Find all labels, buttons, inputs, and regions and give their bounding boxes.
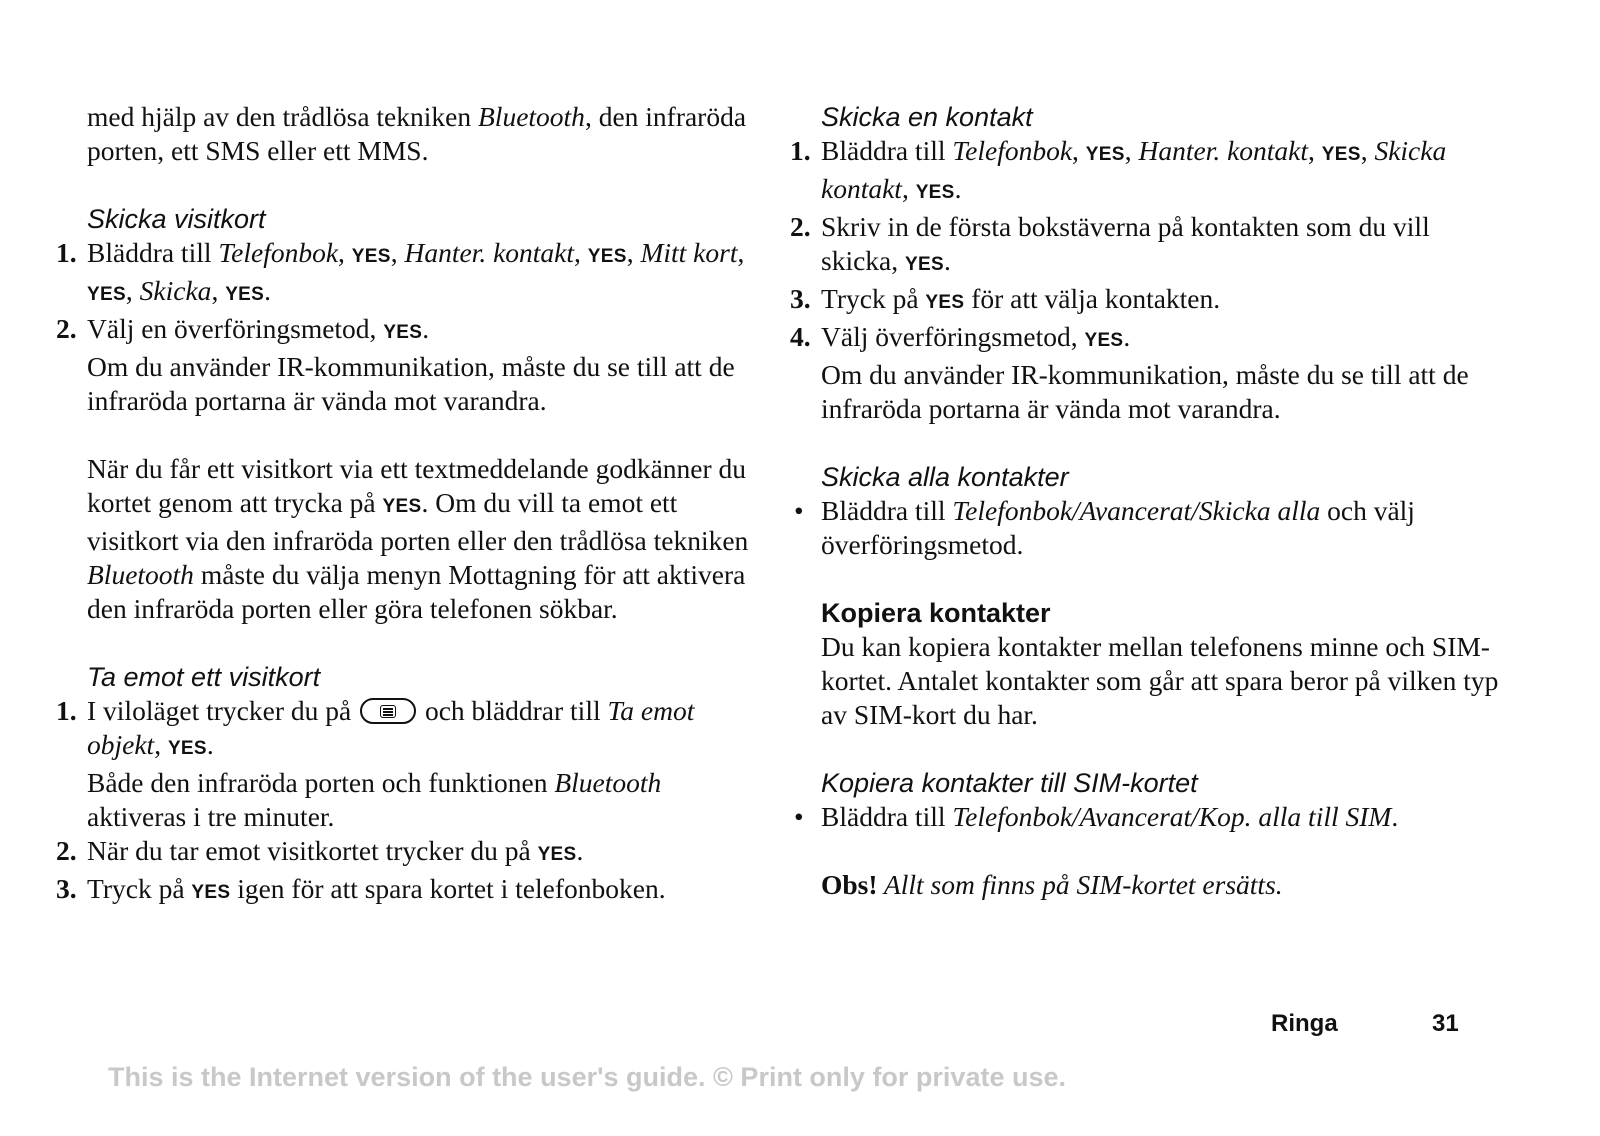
page-number: 31 — [1432, 1010, 1459, 1037]
copy-contacts-heading: Kopiera kontakter — [821, 598, 1051, 628]
send-all-bullet-item: • Bläddra till Telefonbok/Avancerat/Skicka alla och välj överföringsmetod. — [794, 495, 1415, 560]
intro-paragraph: med hjälp av den trådlösa tekniken Bluetooth, den infraröda porten, ett SMS eller ett MMS. — [87, 101, 747, 166]
receive-card-step-2: 2. När du tar emot visitkortet trycker du på YES. — [56, 835, 584, 866]
copy-contacts-paragraph: Du kan kopiera kontakter mellan telefonens minne och SIM-kortet. Antalet kontakter som går att spara beror på vilken typ av SIM-kort du har. — [821, 631, 1499, 730]
send-contact-heading: Skicka en kontakt — [821, 102, 1033, 132]
right-column — [790, 100, 1510, 902]
send-contact-step-2: 2. Skriv in de första bokstäverna på kontakten som du vill skicka, YES. — [790, 211, 1430, 276]
send-contact-step-4: 4. Välj överföringsmetod, YES. Om du använder IR-kommunikation, måste du se till att de infraröda portarna är vända mot varandra. — [790, 321, 1469, 424]
watermark-text: This is the Internet version of the user's guide. © Print only for private use. — [108, 1062, 1066, 1092]
send-card-heading: Skicka visitkort — [87, 204, 266, 234]
send-contact-step-3: 3. Tryck på YES för att välja kontakten. — [790, 283, 1221, 314]
copy-to-sim-heading: Kopiera kontakter till SIM-kortet — [821, 768, 1198, 798]
send-contact-step-1: 1. Bläddra till Telefonbok, YES, Hanter. kontakt, YES, Skicka kontakt, YES. — [790, 135, 1447, 204]
send-card-step-2: 2. Välj en överföringsmetod, YES. Om du använder IR-kommunikation, måste du se till att de infraröda portarna är vända mot varandra. — [56, 313, 735, 416]
receive-info-paragraph: När du får ett visitkort via ett textmeddelande godkänner du kortet genom att trycka på YES. Om du vill ta emot ett visitkort via den infraröda porten eller den trådlösa tekniken Bluetooth måste du välja menyn Mottagning för att aktivera den infraröda porten eller göra telefonen sökbar. — [87, 453, 749, 624]
footer-section-title: Ringa — [1271, 1010, 1338, 1037]
note-paragraph: Obs! Allt som finns på SIM-kortet ersätts. — [821, 869, 1283, 900]
receive-card-step-3: 3. Tryck på YES igen för att spara kortet i telefonboken. — [56, 873, 666, 904]
send-card-step-1: 1. Bläddra till Telefonbok, YES, Hanter. kontakt, YES, Mitt kort, YES, Skicka, YES. — [56, 237, 745, 306]
copy-to-sim-bullet-item: • Bläddra till Telefonbok/Avancerat/Kop. alla till SIM. — [794, 801, 1399, 832]
receive-card-heading: Ta emot ett visitkort — [87, 662, 321, 692]
send-all-heading: Skicka alla kontakter — [821, 462, 1069, 492]
left-column — [56, 100, 756, 910]
receive-card-step-1: 1. I viloläget trycker du på och bläddrar till Ta emot objekt, YES. Både den infraröda porten och funktionen Bluetooth aktiveras i tre minuter. — [56, 695, 695, 832]
menu-key-icon — [360, 698, 416, 724]
